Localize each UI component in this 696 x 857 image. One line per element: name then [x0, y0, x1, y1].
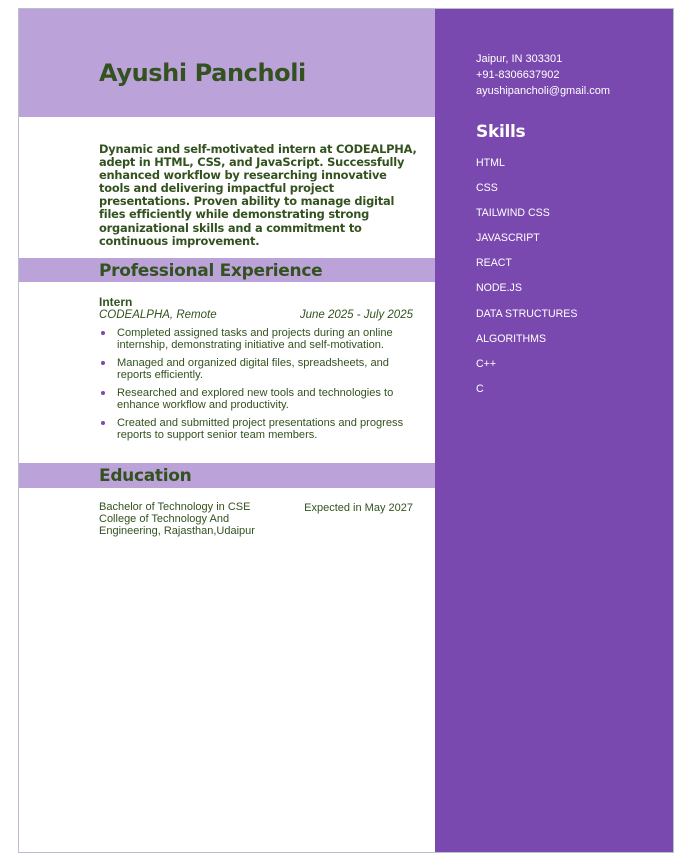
skill-item: ALGORITHMS — [476, 332, 547, 345]
experience-heading: Professional Experience — [99, 261, 323, 281]
list-item — [99, 327, 415, 351]
bullet-text: Managed and organized digital files, spreadsheets, and reports efficiently. — [117, 356, 389, 382]
bullet-text: Created and submitted project presentations and progress reports to support senior team members. — [117, 416, 404, 441]
list-item — [99, 387, 415, 411]
name-header — [19, 9, 435, 117]
bullet-dot-icon — [101, 421, 105, 425]
resume-page — [18, 8, 674, 853]
education-degree: Bachelor of Technology in CSE College of Technology And Engineering, Rajasthan,Udaipur — [99, 501, 255, 537]
skill-item: DATA STRUCTURES — [476, 307, 578, 320]
education-date: Expected in May 2027 — [304, 502, 413, 514]
skill-item: REACT — [476, 257, 512, 270]
list-item — [99, 357, 415, 381]
bullet-dot-icon — [101, 331, 105, 335]
bullet-text: Researched and explored new tools and technologies to enhance workflow and productivity. — [117, 386, 394, 412]
job-title: Intern — [99, 295, 133, 309]
skill-item: CSS — [476, 182, 498, 195]
bullet-dot-icon — [101, 391, 105, 395]
contact-location: Jaipur, IN 303301 — [476, 53, 563, 65]
candidate-name: Ayushi Pancholi — [99, 59, 306, 87]
contact-phone: +91-8306637902 — [476, 68, 560, 81]
bullet-dot-icon — [101, 361, 105, 365]
education-section-header — [19, 463, 435, 488]
job-dates: June 2025 - July 2025 — [299, 309, 413, 321]
skill-item: JAVASCRIPT — [476, 232, 540, 245]
skill-item: C++ — [476, 357, 497, 370]
contact-block — [476, 52, 610, 99]
job-bullet-list — [99, 327, 415, 447]
skills-heading: Skills — [476, 122, 526, 142]
main-column — [19, 9, 435, 852]
skill-item: HTML — [476, 157, 505, 169]
education-heading: Education — [99, 466, 192, 486]
sidebar — [435, 9, 674, 852]
skills-list — [476, 157, 577, 408]
skill-item: TAILWIND CSS — [476, 207, 550, 220]
skill-item: NODE.JS — [476, 282, 522, 295]
contact-email: ayushipancholi@gmail.com — [476, 84, 611, 97]
professional-summary: Dynamic and self-motivated intern at CODEALPHA, adept in HTML, CSS, and JavaScript. Successfully enhanced workflow by researching innovative tools and delivering impactful project presentations. Proven ability to manage digital files efficiently while demonstrating strong organizational skills and a commitment to continuous improvement. — [99, 142, 417, 248]
bullet-text: Completed assigned tasks and projects during an online internship, demonstrating initiative and self-motivation. — [117, 327, 393, 352]
job-company: CODEALPHA, Remote — [99, 309, 217, 321]
list-item — [99, 417, 415, 441]
skill-item: C — [476, 382, 484, 395]
